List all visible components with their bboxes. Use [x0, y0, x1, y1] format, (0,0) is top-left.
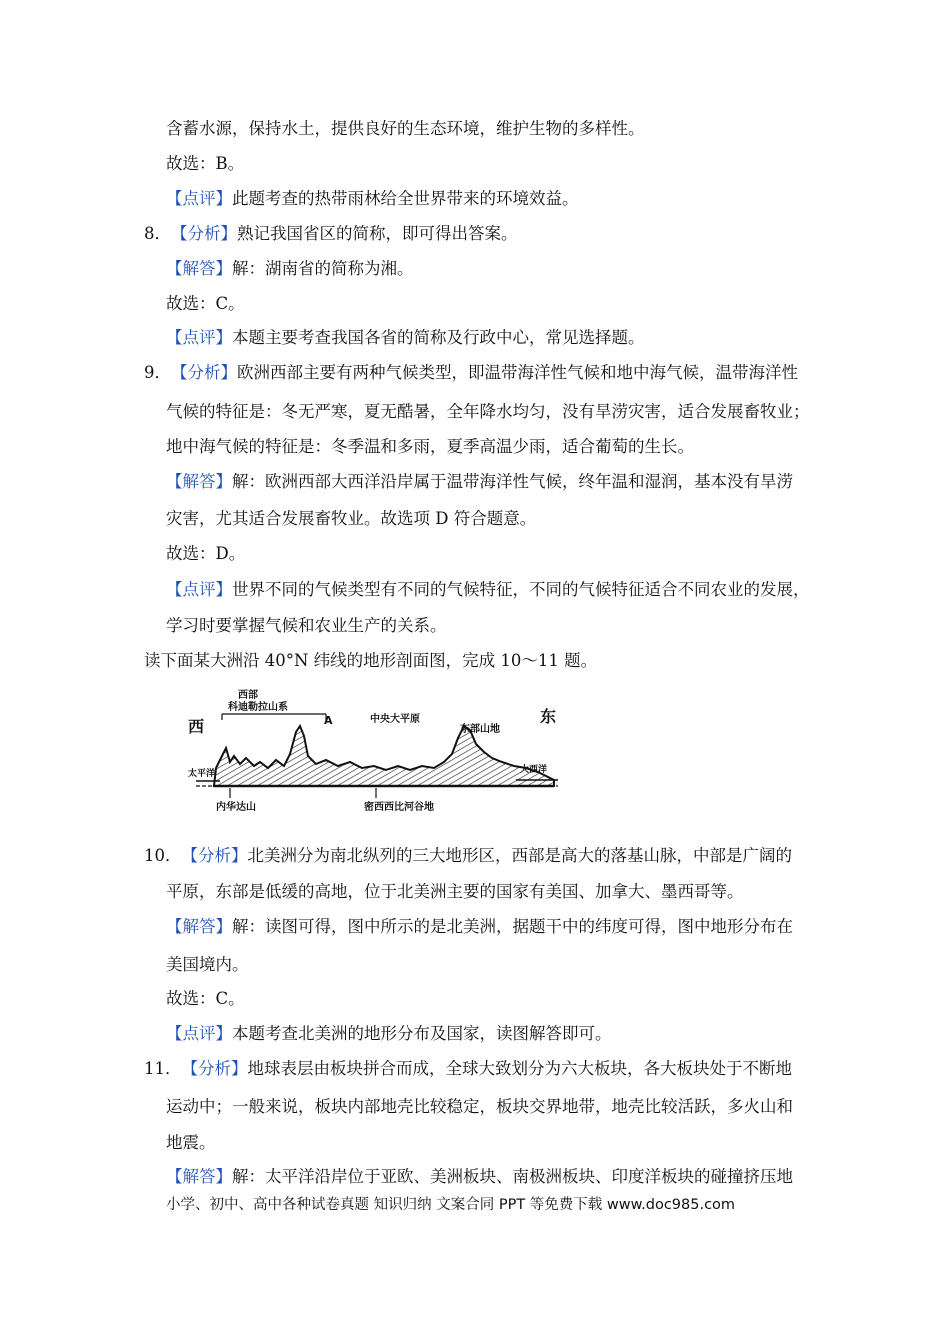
answer-choice: 故选：D。	[166, 544, 246, 563]
review-text: 本题主要考查我国各省的简称及行政中心，常见选择题。	[232, 328, 645, 347]
review-tag: 【点评】	[166, 1024, 232, 1043]
label-cordillera: 科迪勒拉山系	[228, 702, 288, 713]
analysis-tag: 【分析】	[171, 363, 237, 382]
review-tag: 【点评】	[166, 189, 232, 208]
paragraph-line: 地中海气候的特征是：冬季温和多雨，夏季高温少雨，适合葡萄的生长。	[166, 437, 694, 456]
q9-answer	[166, 471, 793, 493]
figure-intro: 读下面某大洲沿 40°N 纬线的地形剖面图，完成 10～11 题。	[144, 651, 598, 670]
answer-text: 解：欧洲西部大西洋沿岸属于温带海洋性气候，终年温和湿润，基本没有旱涝	[232, 472, 793, 491]
review-tag: 【点评】	[166, 328, 232, 347]
question-number: 10．	[144, 846, 182, 865]
analysis-text: 熟记我国省区的简称，即可得出答案。	[237, 224, 518, 243]
review-text: 世界不同的气候类型有不同的气候特征，不同的气候特征适合不同农业的发展，	[232, 580, 810, 599]
analysis-text: 地球表层由板块拼合而成，全球大致划分为六大板块，各大板块处于不断地	[247, 1059, 792, 1078]
q8-review	[166, 327, 645, 349]
review-tag: 【点评】	[166, 580, 232, 599]
review-line	[166, 188, 579, 210]
paragraph-line: 美国境内。	[166, 955, 249, 974]
question-number: 9．	[144, 363, 171, 382]
label-east: 东	[540, 707, 557, 726]
paragraph-line: 灾害，尤其适合发展畜牧业。故选项 D 符合题意。	[166, 509, 537, 528]
answer-choice: 故选：B。	[166, 154, 245, 173]
review-text: 本题考查北美洲的地形分布及国家，读图解答即可。	[232, 1024, 612, 1043]
label-west-region: 西部	[238, 690, 258, 701]
q8-answer	[166, 258, 414, 280]
question-number: 8．	[144, 224, 171, 243]
answer-tag: 【解答】	[166, 917, 232, 936]
analysis-tag: 【分析】	[181, 1059, 248, 1078]
paragraph-line: 运动中；一般来说，板块内部地壳比较稳定，板块交界地带，地壳比较活跃，多火山和	[166, 1097, 793, 1116]
review-text: 此题考查的热带雨林给全世界带来的环境效益。	[232, 189, 579, 208]
analysis-tag: 【分析】	[171, 224, 237, 243]
analysis-text: 欧洲西部主要有两种气候类型，即温带海洋性气候和地中海气候，温带海洋性	[237, 363, 798, 382]
q11-analysis	[144, 1058, 792, 1080]
question-number: 11．	[144, 1059, 182, 1078]
q10-review	[166, 1023, 612, 1045]
q10-analysis	[144, 845, 792, 867]
analysis-tag: 【分析】	[181, 846, 248, 865]
page-footer: 小学、初中、高中各种试卷真题 知识归纳 文案合同 PPT 等免费下载 www.doc985.com	[166, 1197, 736, 1213]
paragraph-line: 地震。	[166, 1133, 216, 1152]
q10-answer	[166, 916, 793, 938]
label-mississippi: 密西西比河谷地	[364, 802, 434, 813]
label-nevada: 内华达山	[216, 802, 256, 813]
answer-text: 解：湖南省的简称为湘。	[232, 259, 414, 278]
paragraph-line: 气候的特征是：冬无严寒，夏无酷暑，全年降水均匀，没有旱涝灾害，适合发展畜牧业；	[166, 402, 810, 421]
answer-text: 解：太平洋沿岸位于亚欧、美洲板块、南极洲板块、印度洋板块的碰撞挤压地	[232, 1167, 793, 1186]
answer-text: 解：读图可得，图中所示的是北美洲，据题干中的纬度可得，图中地形分布在	[232, 917, 793, 936]
q11-answer	[166, 1166, 793, 1188]
label-peak-a: A	[324, 714, 333, 727]
label-eastern-mountains: 东部山地	[460, 724, 500, 735]
answer-choice: 故选：C。	[166, 989, 245, 1008]
terrain-profile	[214, 726, 554, 786]
paragraph-line: 平原，东部是低缓的高地，位于北美洲主要的国家有美国、加拿大、墨西哥等。	[166, 882, 744, 901]
terrain-profile-figure	[186, 688, 566, 816]
paragraph-line: 学习时要掌握气候和农业生产的关系。	[166, 616, 447, 635]
answer-choice: 故选：C。	[166, 294, 245, 313]
label-pacific: 太平洋	[188, 769, 216, 779]
q9-review	[166, 579, 810, 601]
answer-tag: 【解答】	[166, 472, 232, 491]
answer-tag: 【解答】	[166, 1167, 232, 1186]
label-west: 西	[188, 717, 205, 736]
q9-analysis	[144, 362, 798, 384]
label-atlantic: 大西洋	[520, 765, 548, 775]
paragraph-line: 含蓄水源，保持水土，提供良好的生态环境，维护生物的多样性。	[166, 119, 645, 138]
label-central-plain: 中央大平原	[370, 714, 420, 725]
q8-analysis	[144, 223, 518, 245]
answer-tag: 【解答】	[166, 259, 232, 278]
analysis-text: 北美洲分为南北纵列的三大地形区，西部是高大的落基山脉，中部是广阔的	[247, 846, 792, 865]
